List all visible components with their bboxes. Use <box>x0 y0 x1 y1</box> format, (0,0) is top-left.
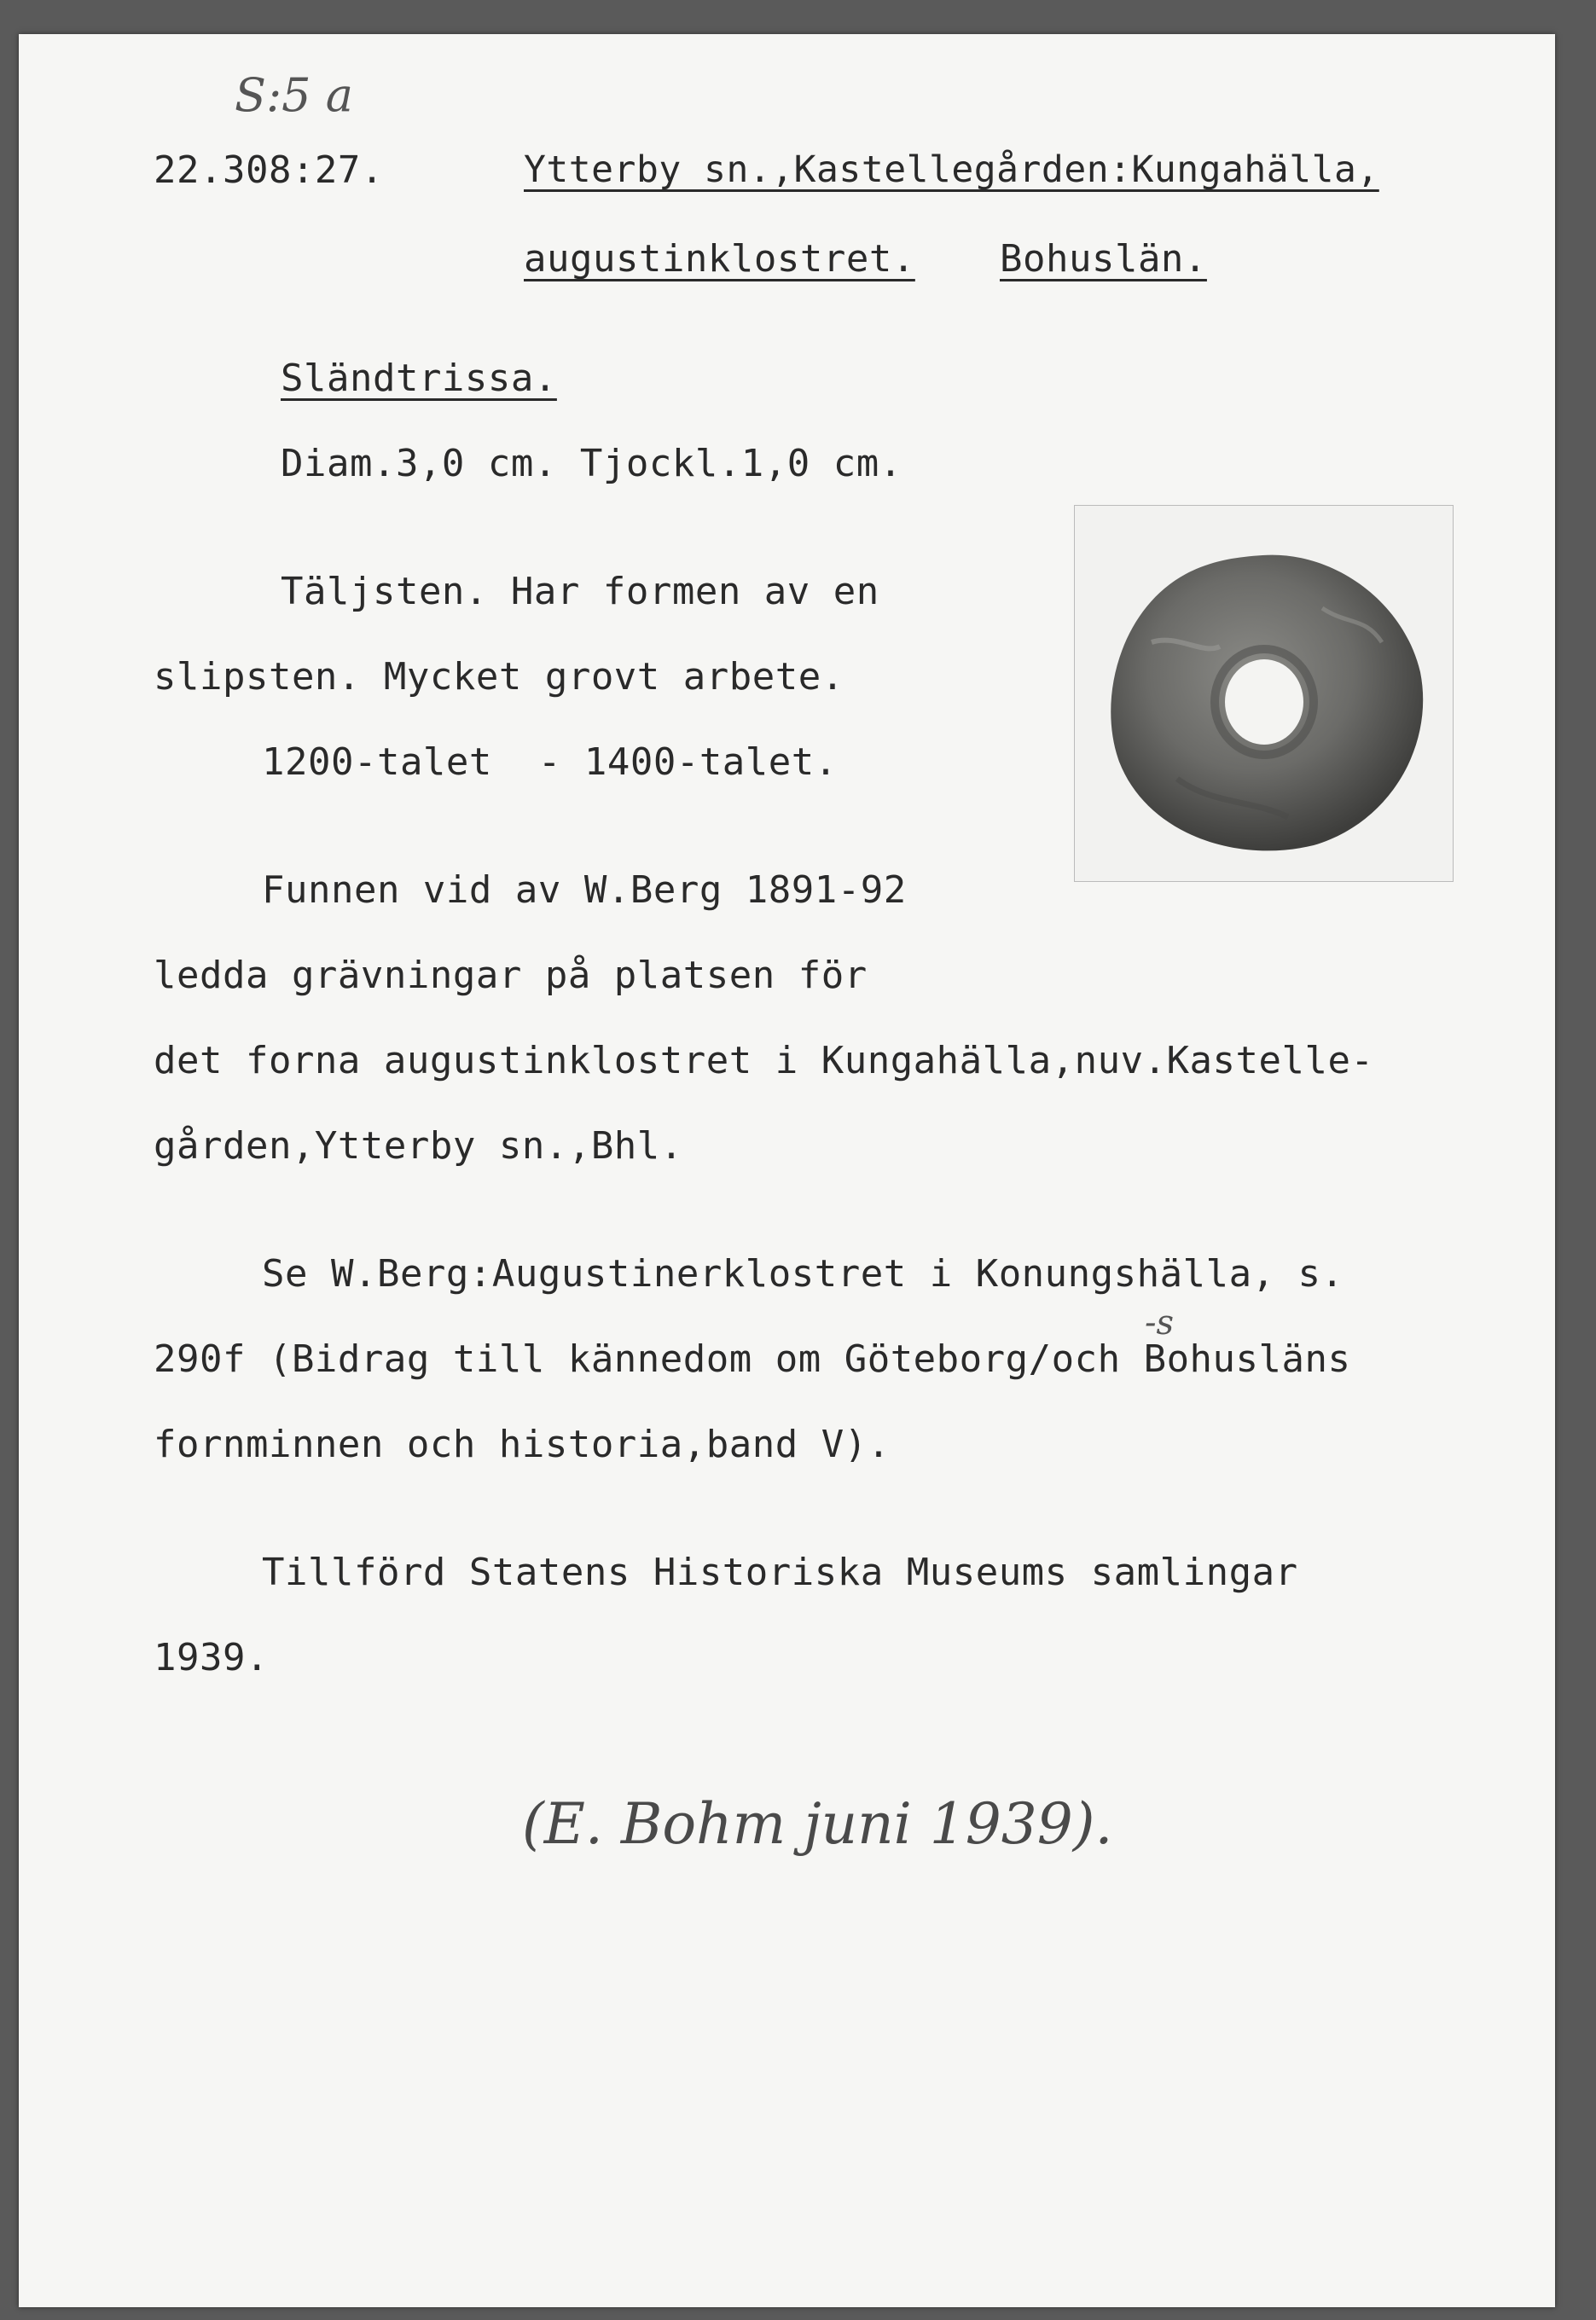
inventory-number: 22.308:27. <box>154 148 384 192</box>
reference-line-2: 290f (Bidrag till kännedom om Göteborg/och Bohusläns <box>154 1337 1351 1381</box>
spindle-whorl-photo <box>1074 505 1454 882</box>
reference-correction: -s <box>1145 1303 1175 1343</box>
description-line-1: Täljsten. Har formen av en <box>281 570 879 613</box>
catalog-card <box>19 34 1555 2307</box>
handwritten-number: S:5 a <box>235 68 353 122</box>
find-line-2: ledda grävningar på platsen för <box>154 954 868 997</box>
location-line-1: Ytterby sn.,Kastellegården:Kungahälla, <box>524 148 1379 191</box>
reference-line-1: Se W.Berg:Augustinerklostret i Konungshälla, s. <box>262 1252 1344 1296</box>
find-line-4: gården,Ytterby sn.,Bhl. <box>154 1124 683 1168</box>
dating: 1200-talet - 1400-talet. <box>262 740 838 784</box>
reference-line-3: fornminnen och historia,band V). <box>154 1423 891 1466</box>
find-line-3: det forna augustinklostret i Kungahälla,nuv.Kastelle- <box>154 1039 1374 1082</box>
dimensions: Diam.3,0 cm. Tjockl.1,0 cm. <box>281 442 902 485</box>
object-name: Sländtrissa. <box>281 357 557 400</box>
location-line-2a: augustinklostret. <box>524 237 915 281</box>
spindle-whorl-image <box>1075 506 1453 881</box>
location-line-2b: Bohuslän. <box>1000 237 1207 281</box>
spindle-whorl-hole <box>1225 659 1303 745</box>
description-line-2: slipsten. Mycket grovt arbete. <box>154 655 844 699</box>
find-line-1: Funnen vid av W.Berg 1891-92 <box>262 868 907 912</box>
acquisition-line-2: 1939. <box>154 1636 269 1679</box>
acquisition-line-1: Tillförd Statens Historiska Museums samlingar <box>262 1551 1298 1594</box>
handwritten-signature: (E. Bohm juni 1939). <box>522 1791 1113 1857</box>
